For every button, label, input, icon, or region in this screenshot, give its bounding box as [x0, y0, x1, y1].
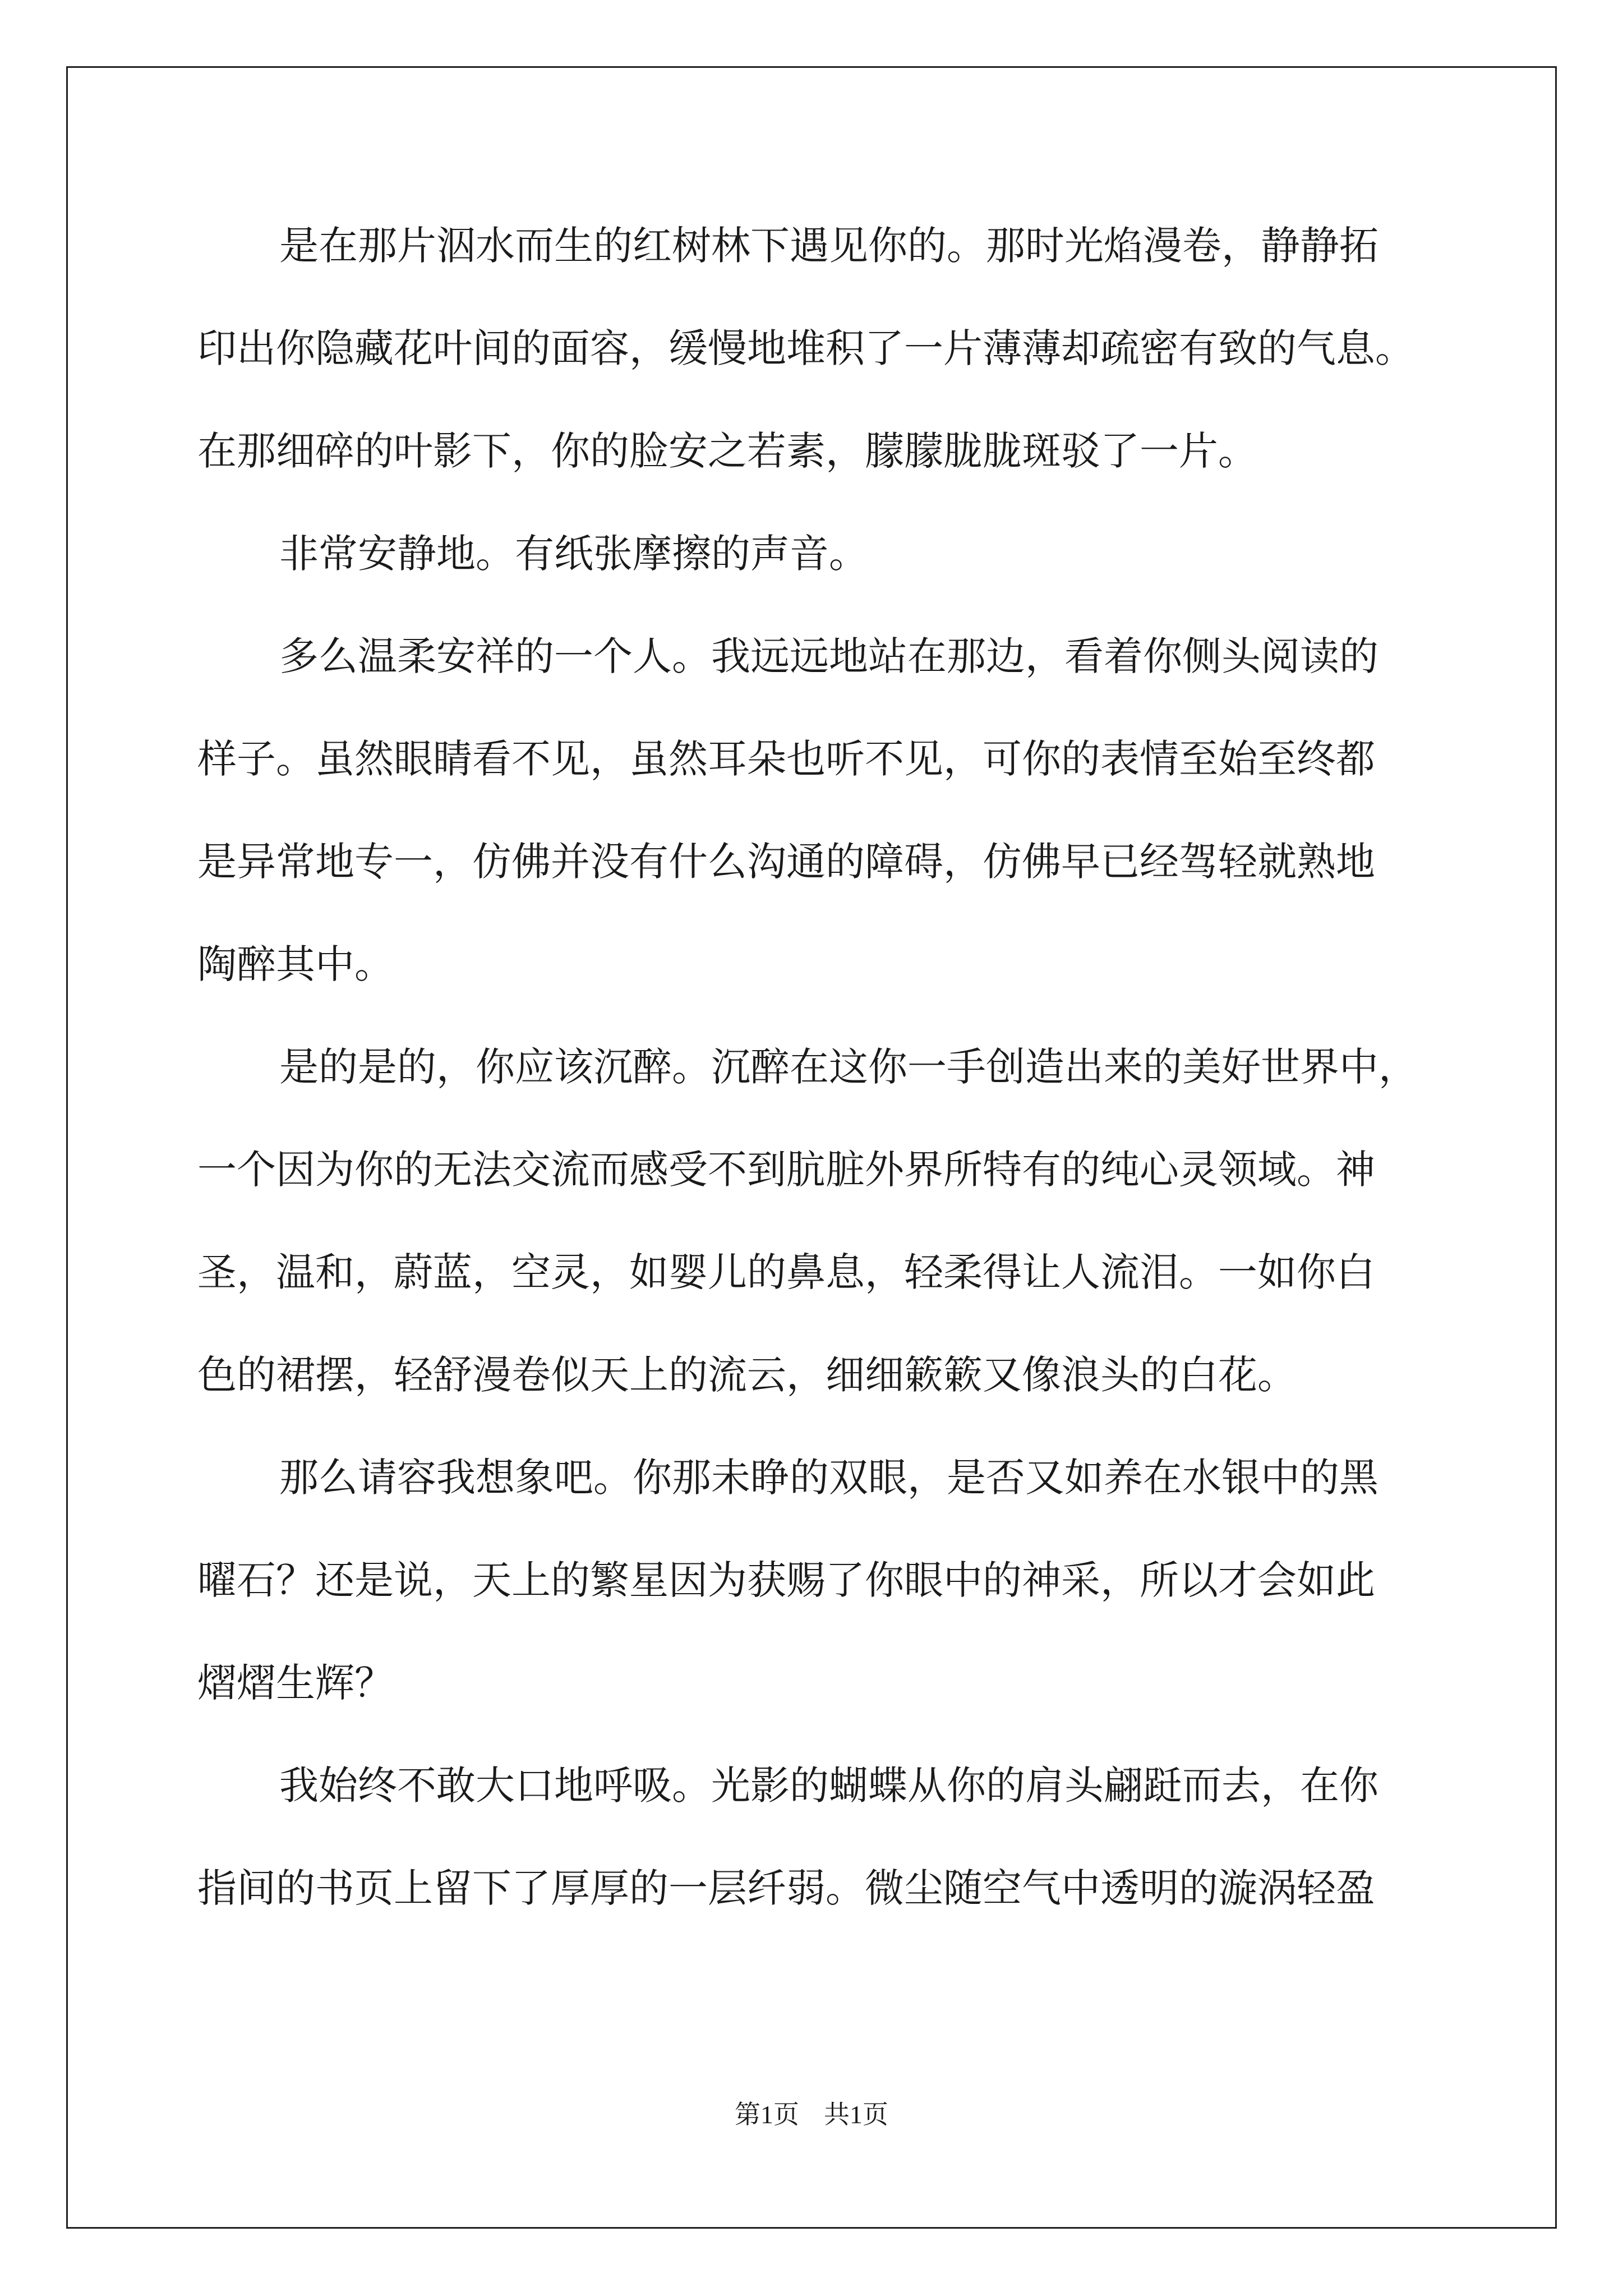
text-line: 熠熠生辉？	[197, 1660, 394, 1706]
text-line: 是异常地专一，仿佛并没有什么沟通的障碍，仿佛早已经驾轻就熟地	[197, 839, 1375, 885]
text-line: 是在那片泅水而生的红树林下遇见你的。那时光焰漫卷，静静拓	[279, 223, 1378, 269]
text-line: 色的裙摆，轻舒漫卷似天上的流云，细细簌簌又像浪头的白花。	[197, 1352, 1297, 1398]
page-total: 共1页	[824, 2100, 888, 2129]
text-line: 样子。虽然眼睛看不见，虽然耳朵也听不见，可你的表情至始至终都	[197, 736, 1375, 782]
page-footer	[0, 2098, 1623, 2132]
text-line: 一个因为你的无法交流而感受不到肮脏外界所特有的纯心灵领域。神	[197, 1147, 1375, 1193]
text-line: 在那细碎的叶影下，你的脸安之若素，朦朦胧胧斑驳了一片。	[197, 428, 1257, 474]
text-line: 多么温柔安祥的一个人。我远远地站在那边，看着你侧头阅读的	[279, 633, 1378, 679]
text-line: 我始终不敢大口地呼吸。光影的蝴蝶从你的肩头翩跹而去，在你	[279, 1763, 1378, 1809]
page-number: 第1页	[735, 2100, 799, 2129]
text-line: 曜石？还是说，天上的繁星因为获赐了你眼中的神采，所以才会如此	[197, 1557, 1375, 1603]
text-line: 非常安静地。有纸张摩擦的声音。	[279, 531, 868, 577]
text-line: 是的是的，你应该沉醉。沉醉在这你一手创造出来的美好世界中，	[279, 1044, 1418, 1090]
text-line: 陶醉其中。	[197, 941, 394, 987]
text-line: 指间的书页上留下了厚厚的一层纤弱。微尘随空气中透明的漩涡轻盈	[197, 1865, 1375, 1911]
text-line: 圣，温和，蔚蓝，空灵，如婴儿的鼻息，轻柔得让人流泪。一如你白	[197, 1249, 1375, 1295]
text-line: 那么请容我想象吧。你那未睁的双眼，是否又如养在水银中的黑	[279, 1455, 1378, 1501]
text-line: 印出你隐藏花叶间的面容，缓慢地堆积了一片薄薄却疏密有致的气息。	[197, 325, 1414, 371]
